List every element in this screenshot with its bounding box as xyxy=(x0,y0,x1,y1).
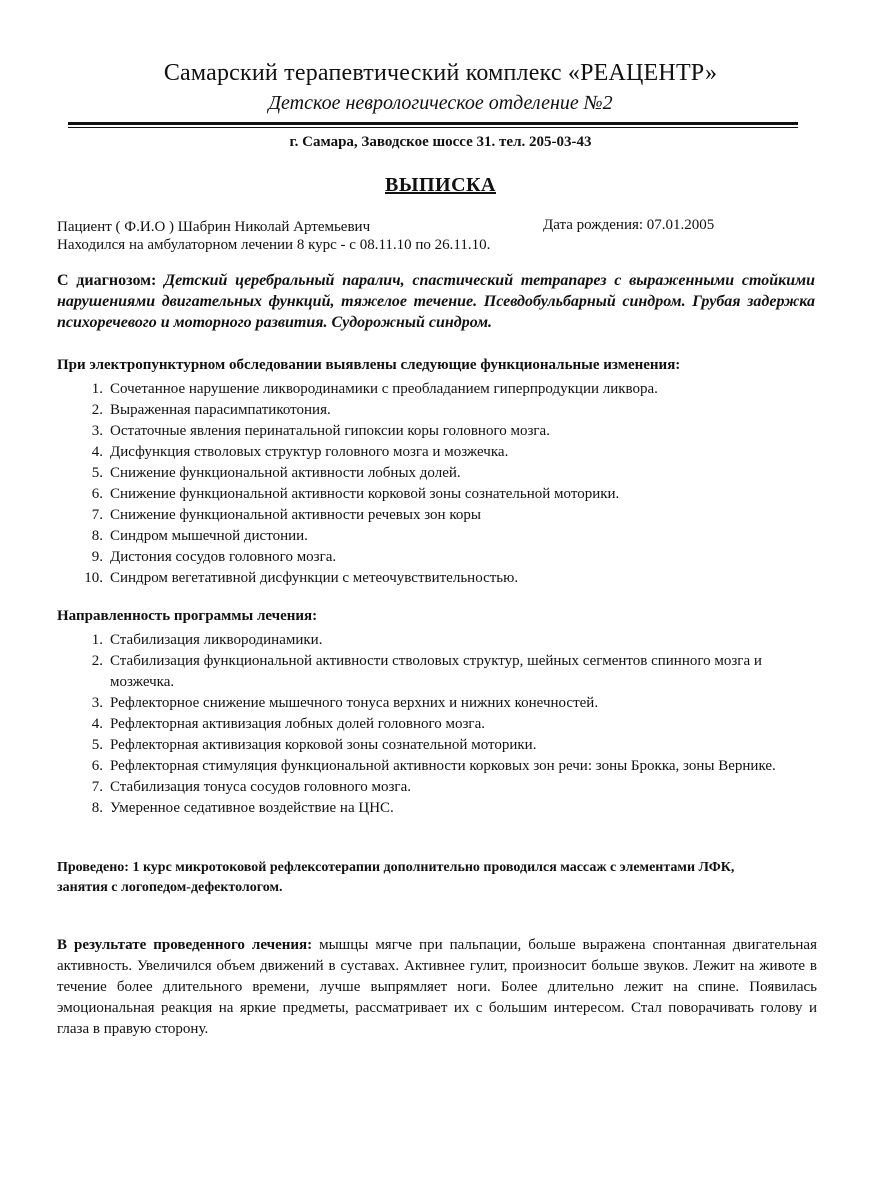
list-item: 8. Умеренное седативное воздействие на ЦНС. xyxy=(91,800,394,816)
list-item: 3. Рефлекторное снижение мышечного тонуса верхних и нижних конечностей. xyxy=(91,695,599,711)
patient-name-line: Пациент ( Ф.И.О ) Шабрин Николай Артемьевич xyxy=(57,219,371,235)
result-paragraph xyxy=(57,935,817,1040)
list-item: 9. Дистония сосудов головного мозга. xyxy=(91,549,337,565)
header-rule-thin xyxy=(68,127,798,128)
treatment-period-line: Находился на амбулаторном лечении 8 курс - с 08.11.10 по 26.11.10. xyxy=(57,237,491,253)
address-line: г. Самара, Заводское шоссе 31. тел. 205-03-43 xyxy=(289,134,592,150)
list-item: 2. Стабилизация функциональной активности стволовых структур, шейных сегментов спинного мозга и мозжечка. xyxy=(91,653,762,690)
list-item: 4. Рефлекторная активизация лобных долей головного мозга. xyxy=(91,716,485,732)
list-item: 5. Рефлекторная активизация корковой зоны сознательной моторики. xyxy=(91,737,537,753)
result-text: мышцы мягче при пальпации, больше выражена спонтанная двигательная активность. Увеличился объем движений в суставах. Активнее гулит, произносит больше звуков. Лежит на животе в течение более длительного времени, лучше выпрямляет ноги. Более длительно лежит на спине. Появилась эмоциональная реакция на яркие предметы, рассматривает их с большим интересом. Стал поворачивать голову и глаза в правую сторону. xyxy=(57,937,817,1037)
date-of-birth-line: Дата рождения: 07.01.2005 xyxy=(543,217,715,233)
performed-treatment: Проведено: 1 курс микротоковой рефлексотерапии дополнительно проводился массаж с элементами ЛФК, занятия с логопедом-дефектологом. xyxy=(57,860,735,895)
list-item: 3. Остаточные явления перинатальной гипоксии коры головного мозга. xyxy=(91,423,550,439)
diagnosis-text: Детский церебральный паралич, спастический тетрапарез с выраженными стойкими нарушениями двигательных функций, тяжелое течение. Псевдобульбарный синдром. Грубая задержка психоречевого и моторного развития. Судорожный синдром. xyxy=(57,272,816,331)
list-item: 7. Стабилизация тонуса сосудов головного мозга. xyxy=(91,779,411,795)
list-item: 5. Снижение функциональной активности лобных долей. xyxy=(91,465,461,481)
list-item: 1. Стабилизация ликвородинамики. xyxy=(91,632,323,648)
organization-name: Самарский терапевтический комплекс «РЕАЦЕНТР» xyxy=(163,60,718,86)
list-item: 8. Синдром мышечной дистонии. xyxy=(91,528,308,544)
program-heading: Направленность программы лечения: xyxy=(57,608,318,624)
program-list xyxy=(57,630,817,819)
list-item: 6. Рефлекторная стимуляция функциональной активности корковых зон речи: зоны Брокка, зоны Вернике. xyxy=(91,758,776,774)
department-name: Детское неврологическое отделение №2 xyxy=(268,92,613,114)
result-label: В результате проведенного лечения: xyxy=(57,937,313,953)
document-title: ВЫПИСКА xyxy=(385,174,496,196)
list-item: 6. Снижение функциональной активности корковой зоны сознательной моторики. xyxy=(91,486,620,502)
findings-heading: При электропунктурном обследовании выявлены следующие функциональные изменения: xyxy=(57,357,681,373)
list-item: 2. Выраженная парасимпатикотония. xyxy=(91,402,331,418)
list-item: 1. Сочетанное нарушение ликвородинамики с преобладанием гиперпродукции ликвора. xyxy=(91,381,658,397)
list-item: 4. Дисфункция стволовых структур головного мозга и мозжечка. xyxy=(91,444,509,460)
findings-list xyxy=(57,379,817,589)
list-item: 7. Снижение функциональной активности речевых зон коры xyxy=(91,507,481,523)
header-rule-thick xyxy=(68,122,798,125)
diagnosis-paragraph xyxy=(57,270,815,333)
diagnosis-label: С диагнозом: xyxy=(57,272,157,289)
list-item: 10. Синдром вегетативной дисфункции с метеочувствительностью. xyxy=(84,570,519,586)
